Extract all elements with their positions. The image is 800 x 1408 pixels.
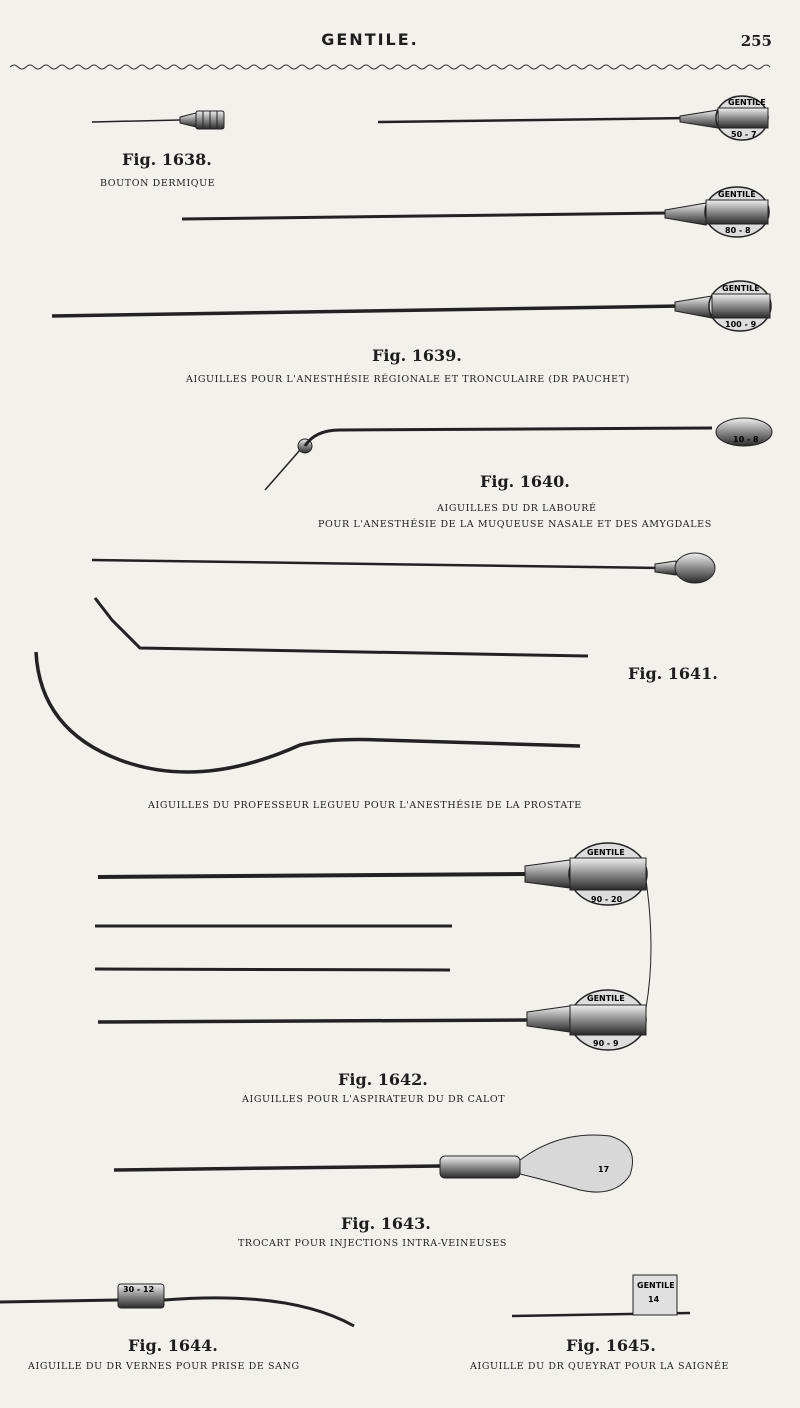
fig-1639-caption: AIGUILLES POUR L'ANESTHÉSIE RÉGIONALE ET TRONCULAIRE (DR PAUCHET) — [186, 374, 630, 385]
fig-1640-label: Fig. 1640. — [480, 472, 570, 491]
pauchet-needle-2 — [182, 187, 769, 237]
legueu-needle-angled — [95, 598, 588, 656]
svg-text:80 - 8: 80 - 8 — [725, 226, 751, 235]
fig-1640-caption-line2: POUR L'ANESTHÉSIE DE LA MUQUEUSE NASALE ET DES AMYGDALES — [318, 519, 712, 530]
vernes-needle — [0, 1284, 354, 1326]
fig-1645-label: Fig. 1645. — [566, 1336, 656, 1355]
fig-1640-caption-line1: AIGUILLES DU DR LABOURÉ — [437, 503, 597, 514]
fig-1639-label: Fig. 1639. — [372, 346, 462, 365]
calot-brace — [646, 880, 651, 1008]
svg-text:30 - 12: 30 - 12 — [123, 1285, 155, 1294]
svg-text:GENTILE: GENTILE — [722, 284, 760, 293]
svg-text:100 - 9: 100 - 9 — [725, 320, 757, 329]
svg-text:90 - 9: 90 - 9 — [593, 1039, 619, 1048]
calot-needle-2 — [98, 990, 646, 1050]
page-number: 255 — [740, 32, 772, 50]
legueu-needle-curved — [36, 652, 580, 772]
fig-1641-caption: AIGUILLES DU PROFESSEUR LEGUEU POUR L'ANESTHÉSIE DE LA PROSTATE — [148, 800, 582, 811]
fig-1644-caption: AIGUILLE DU DR VERNES POUR PRISE DE SANG — [28, 1361, 300, 1372]
fig-1644-label: Fig. 1644. — [128, 1336, 218, 1355]
svg-text:GENTILE: GENTILE — [587, 994, 625, 1003]
svg-text:GENTILE: GENTILE — [718, 190, 756, 199]
page-header-title: GENTILE. — [321, 30, 419, 49]
queyrat-needle — [512, 1275, 690, 1316]
legueu-needle-straight — [92, 553, 715, 583]
pauchet-needle-3 — [52, 281, 771, 331]
fig-1638-label: Fig. 1638. — [122, 150, 212, 169]
fig-1638-caption: BOUTON DERMIQUE — [100, 178, 216, 189]
svg-text:GENTILE: GENTILE — [637, 1281, 675, 1290]
calot-stylet-2 — [95, 969, 450, 970]
svg-text:90 - 20: 90 - 20 — [591, 895, 623, 904]
fig-1641-label: Fig. 1641. — [628, 664, 718, 683]
fig-1643-caption: TROCART POUR INJECTIONS INTRA-VEINEUSES — [238, 1238, 507, 1249]
fig-1642-label: Fig. 1642. — [338, 1070, 428, 1089]
fig-1643-label: Fig. 1643. — [341, 1214, 431, 1233]
trocart-drawing — [114, 1135, 633, 1192]
svg-text:GENTILE: GENTILE — [728, 98, 766, 107]
svg-text:GENTILE: GENTILE — [587, 848, 625, 857]
fig-1645-caption: AIGUILLE DU DR QUEYRAT POUR LA SAIGNÉE — [470, 1361, 730, 1372]
svg-text:14: 14 — [648, 1295, 660, 1304]
svg-text:50 - 7: 50 - 7 — [731, 130, 757, 139]
bouton-dermique-drawing — [92, 111, 224, 129]
pauchet-needle-1 — [378, 96, 768, 140]
fig-1642-caption: AIGUILLES POUR L'ASPIRATEUR DU DR CALOT — [242, 1094, 506, 1105]
svg-text:17: 17 — [598, 1165, 610, 1174]
calot-needle-1 — [98, 843, 647, 905]
svg-text:10 - 8: 10 - 8 — [733, 435, 759, 444]
